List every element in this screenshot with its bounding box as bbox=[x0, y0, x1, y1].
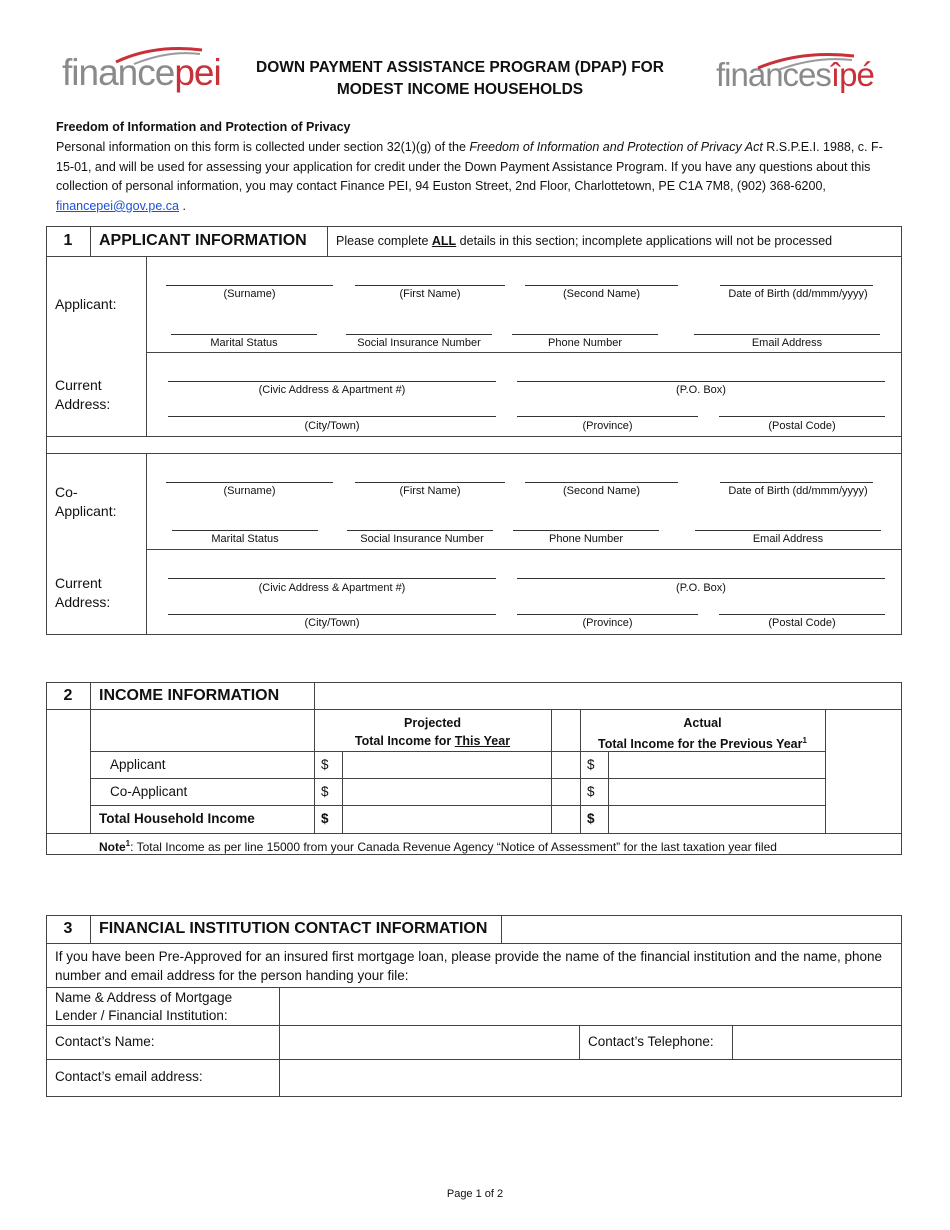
city-input[interactable] bbox=[168, 416, 496, 417]
co-first-name-input[interactable] bbox=[355, 482, 505, 483]
first-name-input[interactable] bbox=[355, 285, 505, 286]
phone-input[interactable] bbox=[512, 334, 658, 335]
currency-symbol: $ bbox=[321, 784, 329, 799]
applicant-label: Applicant: bbox=[55, 296, 117, 312]
projected-this-year: This Year bbox=[454, 734, 511, 748]
contact-name-label: Contact’s Name: bbox=[55, 1034, 155, 1049]
current-address-label bbox=[55, 376, 110, 414]
co-current-address-label bbox=[55, 574, 110, 612]
co-province-input[interactable] bbox=[517, 614, 698, 615]
income-note bbox=[99, 839, 777, 854]
surname-label: (Surname) bbox=[223, 288, 276, 300]
section-2-number: 2 bbox=[63, 687, 73, 704]
contact-phone-label: Contact’s Telephone: bbox=[588, 1034, 714, 1049]
co-pobox-input[interactable] bbox=[517, 578, 885, 579]
actual-line-1: Actual bbox=[683, 716, 722, 730]
applicant-projected-input[interactable] bbox=[343, 752, 550, 777]
note-label: Note bbox=[99, 840, 126, 854]
section-2-title: INCOME INFORMATION bbox=[99, 687, 280, 704]
co-phone-label: Phone Number bbox=[549, 533, 623, 545]
co-marital-status-input[interactable] bbox=[172, 530, 318, 531]
actual-header bbox=[580, 714, 825, 753]
note-bold: ALL bbox=[431, 234, 457, 248]
co-second-name-input[interactable] bbox=[525, 482, 678, 483]
province-input[interactable] bbox=[517, 416, 698, 417]
actual-text: Total Income for the Previous Year bbox=[598, 737, 803, 752]
co-email-input[interactable] bbox=[695, 530, 881, 531]
postal-code-label: (Postal Code) bbox=[768, 420, 836, 432]
note-post: details in this section; incomplete applications will not be processed bbox=[456, 234, 833, 248]
pobox-label: (P.O. Box) bbox=[676, 384, 726, 396]
logo-right-text-b: îpé bbox=[830, 56, 874, 93]
logo-left-text-a: finance bbox=[62, 52, 175, 93]
currency-symbol: $ bbox=[587, 784, 595, 799]
city-label: (City/Town) bbox=[304, 420, 360, 432]
co-email-label: Email Address bbox=[752, 533, 824, 545]
logo-left-text-b: pei bbox=[174, 52, 221, 93]
privacy-heading: Freedom of Information and Protection of Privacy bbox=[56, 120, 351, 134]
section-3-intro: If you have been Pre-Approved for an insured first mortgage loan, please provide the name of the financial institution and the name, phone number and email address for the person handing your file: bbox=[55, 949, 883, 983]
second-name-input[interactable] bbox=[525, 285, 678, 286]
lender-label-2: Lender / Financial Institution: bbox=[55, 1008, 228, 1023]
currency-symbol: $ bbox=[587, 757, 595, 772]
title-line-2: MODEST INCOME HOUSEHOLDS bbox=[336, 81, 584, 98]
co-applicant-label-1: Co- bbox=[55, 484, 78, 500]
first-name-label: (First Name) bbox=[399, 288, 461, 300]
civic-address-label: (Civic Address & Apartment #) bbox=[258, 384, 406, 396]
co-applicant-actual-input[interactable] bbox=[609, 779, 824, 804]
co-applicant-projected-input[interactable] bbox=[343, 779, 550, 804]
row-applicant-label: Applicant bbox=[110, 757, 166, 772]
dob-label: Date of Birth (dd/mmm/yyyy) bbox=[728, 288, 868, 300]
sin-input[interactable] bbox=[346, 334, 492, 335]
co-applicant-label bbox=[55, 483, 116, 521]
co-postal-code-label: (Postal Code) bbox=[768, 617, 836, 629]
sin-label: Social Insurance Number bbox=[357, 337, 481, 349]
section-1-note bbox=[336, 234, 832, 248]
phone-label: Phone Number bbox=[548, 337, 622, 349]
contact-email-label: Contact’s email address: bbox=[55, 1069, 203, 1084]
section-3-number: 3 bbox=[63, 920, 73, 937]
co-applicant-label-2: Applicant: bbox=[55, 503, 117, 519]
currency-symbol: $ bbox=[321, 811, 329, 826]
section-1-title: APPLICANT INFORMATION bbox=[99, 232, 307, 249]
pobox-input[interactable] bbox=[517, 381, 885, 382]
lender-label bbox=[55, 989, 232, 1025]
co-city-input[interactable] bbox=[168, 614, 496, 615]
co-dob-label: Date of Birth (dd/mmm/yyyy) bbox=[728, 485, 868, 497]
actual-sup: 1 bbox=[802, 736, 807, 745]
privacy-notice bbox=[56, 138, 892, 216]
contact-name-input[interactable] bbox=[280, 1026, 578, 1058]
co-phone-input[interactable] bbox=[513, 530, 659, 531]
privacy-text-2: R.S.P.E.I. 1988, c. F-15-01, and will be used for assessing your application for credit under the Down Payment Assistance Program. If you have any questions about this collection of personal information, you may contact Finance PEI, 94 Euston Street, 2nd Floor, Charlottetown, PE C1A 7M8, (902) 368-6200, bbox=[56, 140, 883, 194]
co-pobox-label: (P.O. Box) bbox=[676, 582, 726, 594]
email-link[interactable]: financepei@gov.pe.ca bbox=[56, 198, 179, 213]
page-number: Page 1 of 2 bbox=[446, 1188, 504, 1200]
logo-right-text-a: finances bbox=[716, 56, 831, 93]
postal-code-input[interactable] bbox=[719, 416, 885, 417]
note-text: : Total Income as per line 15000 from your Canada Revenue Agency “Notice of Assessment” for the last taxation year filed bbox=[130, 840, 777, 854]
current-label-1: Current bbox=[55, 575, 102, 591]
projected-header bbox=[314, 714, 551, 750]
row-total-label: Total Household Income bbox=[99, 811, 255, 826]
financepei-logo bbox=[62, 52, 221, 94]
row-co-applicant-label: Co-Applicant bbox=[110, 784, 188, 799]
projected-line-2 bbox=[314, 732, 551, 750]
note-pre: Please complete bbox=[336, 234, 432, 248]
currency-symbol: $ bbox=[321, 757, 329, 772]
contact-phone-input[interactable] bbox=[733, 1026, 901, 1058]
actual-line-2 bbox=[580, 732, 825, 753]
lender-label-1: Name & Address of Mortgage bbox=[55, 990, 233, 1005]
co-civic-address-input[interactable] bbox=[168, 578, 496, 579]
co-first-name-label: (First Name) bbox=[399, 485, 461, 497]
dob-input[interactable] bbox=[720, 285, 873, 286]
currency-symbol: $ bbox=[587, 811, 595, 826]
co-surname-input[interactable] bbox=[166, 482, 333, 483]
section-1-number: 1 bbox=[63, 232, 73, 249]
co-province-label: (Province) bbox=[582, 617, 633, 629]
logo-swoosh-icon bbox=[114, 44, 204, 66]
financesipe-logo bbox=[716, 56, 874, 94]
lender-input[interactable] bbox=[280, 988, 901, 1024]
co-marital-status-label: Marital Status bbox=[211, 533, 279, 545]
co-surname-label: (Surname) bbox=[223, 485, 276, 497]
current-label-2: Address: bbox=[55, 396, 111, 412]
privacy-text-1: Personal information on this form is collected under section 32(1)(g) of the bbox=[56, 140, 470, 154]
section-3-title: FINANCIAL INSTITUTION CONTACT INFORMATION bbox=[99, 920, 488, 937]
page-title bbox=[230, 57, 690, 101]
total-projected-input[interactable] bbox=[343, 806, 550, 832]
projected-line-1: Projected bbox=[404, 716, 461, 730]
surname-input[interactable] bbox=[166, 285, 333, 286]
province-label: (Province) bbox=[582, 420, 633, 432]
projected-text: Total Income for bbox=[354, 734, 455, 748]
co-civic-address-label: (Civic Address & Apartment #) bbox=[258, 582, 406, 594]
co-sin-label: Social Insurance Number bbox=[360, 533, 484, 545]
co-sin-input[interactable] bbox=[347, 530, 493, 531]
contact-email-input[interactable] bbox=[280, 1060, 901, 1096]
marital-status-input[interactable] bbox=[171, 334, 317, 335]
civic-address-input[interactable] bbox=[168, 381, 496, 382]
co-dob-input[interactable] bbox=[720, 482, 873, 483]
second-name-label: (Second Name) bbox=[562, 288, 641, 300]
co-city-label: (City/Town) bbox=[304, 617, 360, 629]
note-sup: 1 bbox=[125, 839, 131, 848]
current-label-1: Current bbox=[55, 377, 102, 393]
co-postal-code-input[interactable] bbox=[719, 614, 885, 615]
applicant-actual-input[interactable] bbox=[609, 752, 824, 777]
logo-swoosh-icon bbox=[756, 50, 856, 72]
email-label: Email Address bbox=[751, 337, 823, 349]
title-line-1: DOWN PAYMENT ASSISTANCE PROGRAM (DPAP) FOR bbox=[256, 59, 664, 76]
marital-status-label: Marital Status bbox=[210, 337, 278, 349]
privacy-act-name: Freedom of Information and Protection of Privacy Act bbox=[469, 140, 763, 154]
privacy-text-3: . bbox=[178, 198, 186, 213]
email-input[interactable] bbox=[694, 334, 880, 335]
co-second-name-label: (Second Name) bbox=[562, 485, 641, 497]
total-actual-input[interactable] bbox=[609, 806, 824, 832]
current-label-2: Address: bbox=[55, 594, 111, 610]
